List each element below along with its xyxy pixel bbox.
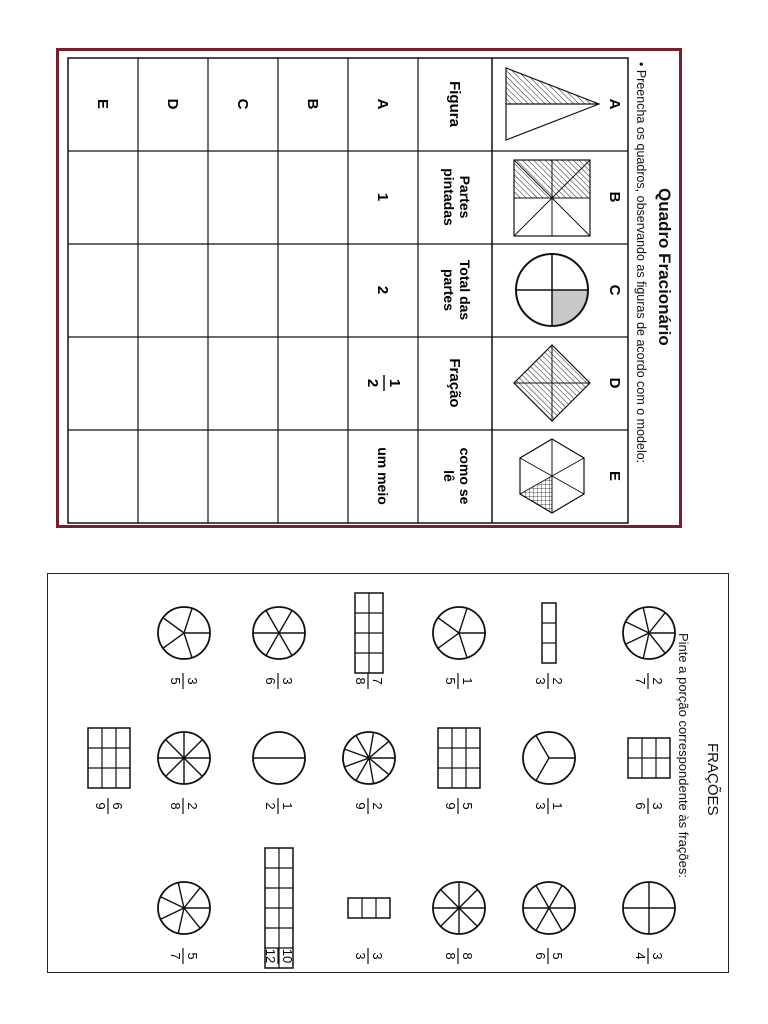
sheet2-title: FRAÇÕES — [704, 743, 721, 816]
sheet2-instruction: Pinte a porção correspondente às frações: — [676, 633, 691, 878]
sheet1-title: Quadro Fracionário — [655, 188, 674, 346]
fraction-numerator: 2 — [370, 802, 385, 810]
fraction-item-3[interactable] — [623, 882, 675, 964]
fraction-item-18[interactable] — [158, 882, 210, 964]
fraction-numerator: 2 — [185, 802, 200, 810]
fraction-denominator: 8 — [443, 952, 458, 960]
fraction-numerator: 8 — [460, 952, 475, 960]
row-b-figura: B — [304, 98, 321, 110]
figure-label-e: E — [606, 470, 623, 482]
figure-label-d: D — [606, 377, 623, 389]
fraction-item-14[interactable] — [253, 732, 305, 814]
row-a-partes: 1 — [374, 192, 391, 202]
fraction-grid[interactable] — [542, 603, 556, 663]
fraction-numerator: 3 — [280, 677, 295, 685]
fraction-numerator: 5 — [185, 952, 200, 960]
figure-b-square — [514, 160, 590, 236]
fraction-item-7[interactable] — [433, 607, 485, 689]
fraction-denominator: 7 — [633, 677, 648, 685]
fraction-item-4[interactable] — [533, 603, 565, 689]
header-como-se-le: como selê — [441, 447, 473, 505]
fraction-item-13[interactable] — [253, 607, 305, 689]
fraction-table — [56, 48, 682, 528]
fraction-denominator: 5 — [168, 677, 183, 685]
fraction-numerator: 5 — [550, 952, 565, 960]
row-a-leitura: um meio — [375, 447, 391, 505]
fraction-item-5[interactable] — [523, 732, 575, 814]
fraction-denominator: 9 — [93, 802, 108, 810]
fraction-item-19[interactable] — [88, 728, 130, 814]
fraction-item-8[interactable] — [438, 728, 480, 814]
fraction-numerator: 3 — [185, 677, 200, 685]
fraction-numerator: 5 — [460, 802, 475, 810]
row-a-figura: A — [374, 98, 391, 110]
quadro-fracionario-sheet — [56, 48, 682, 528]
fracoes-sheet — [47, 573, 729, 973]
fraction-denominator: 5 — [443, 677, 458, 685]
row-c-figura: C — [234, 98, 251, 110]
fraction-item-17[interactable] — [158, 732, 210, 814]
figure-label-c: C — [606, 284, 623, 296]
fraction-item-15[interactable] — [263, 848, 295, 968]
fraction-numerator: 3 — [650, 952, 665, 960]
fraction-item-10[interactable] — [353, 593, 385, 689]
figure-d-diamond — [514, 345, 590, 421]
fraction-denominator: 9 — [353, 802, 368, 810]
fraction-numerator: 2 — [550, 677, 565, 685]
header-figura: Figura — [446, 81, 463, 127]
header-fracao: Fração — [446, 358, 463, 408]
fraction-numerator: 1 — [550, 802, 565, 810]
fraction-numerator: 10 — [280, 948, 295, 964]
fraction-denominator: 8 — [168, 802, 183, 810]
fraction-denominator: 3 — [533, 677, 548, 685]
figure-c-circle — [516, 254, 588, 326]
figure-a-triangle — [506, 68, 599, 140]
fraction-denominator: 6 — [263, 677, 278, 685]
fraction-denominator: 3 — [353, 952, 368, 960]
row-a-frac-den: 2 — [364, 378, 381, 388]
row-e-figura: E — [94, 98, 111, 110]
fraction-item-2[interactable] — [628, 738, 670, 814]
figure-label-a: A — [606, 98, 623, 110]
fraction-numerator: 1 — [280, 802, 295, 810]
fraction-item-16[interactable] — [158, 607, 210, 689]
fraction-denominator: 12 — [263, 948, 278, 964]
header-total-partes: Total daspartes — [441, 259, 473, 321]
fraction-numerator: 2 — [650, 677, 665, 685]
fraction-grid[interactable] — [88, 728, 130, 788]
fraction-denominator: 6 — [633, 802, 648, 810]
fraction-item-12[interactable] — [348, 898, 390, 964]
fraction-grid[interactable] — [438, 728, 480, 788]
fraction-denominator: 7 — [168, 952, 183, 960]
fraction-denominator: 3 — [533, 802, 548, 810]
fraction-denominator: 4 — [633, 952, 648, 960]
fraction-numerator: 7 — [370, 677, 385, 685]
fraction-numerator: 1 — [460, 677, 475, 685]
fraction-denominator: 9 — [443, 802, 458, 810]
fraction-numerator: 3 — [650, 802, 665, 810]
fraction-item-9[interactable] — [433, 882, 485, 964]
sheet1-instruction: • Preencha os quadros, observando as figuras de acordo com o modelo: — [634, 62, 648, 464]
fraction-numerator: 3 — [370, 952, 385, 960]
fraction-denominator: 2 — [263, 802, 278, 810]
fraction-denominator: 8 — [353, 677, 368, 685]
fraction-item-11[interactable] — [343, 732, 395, 814]
figure-e-hexagon — [520, 439, 584, 513]
fraction-denominator: 6 — [533, 952, 548, 960]
fraction-numerator: 6 — [110, 802, 125, 810]
row-a-total: 2 — [374, 285, 391, 295]
fraction-item-6[interactable] — [523, 882, 575, 964]
fraction-item-1[interactable] — [623, 607, 675, 689]
row-a-frac-num: 1 — [386, 378, 403, 388]
fraction-grid[interactable] — [348, 898, 390, 918]
header-partes-pintadas: Partespintadas — [441, 168, 473, 226]
row-d-figura: D — [164, 98, 181, 110]
figure-label-b: B — [606, 191, 623, 203]
fractions-grid — [47, 573, 729, 973]
